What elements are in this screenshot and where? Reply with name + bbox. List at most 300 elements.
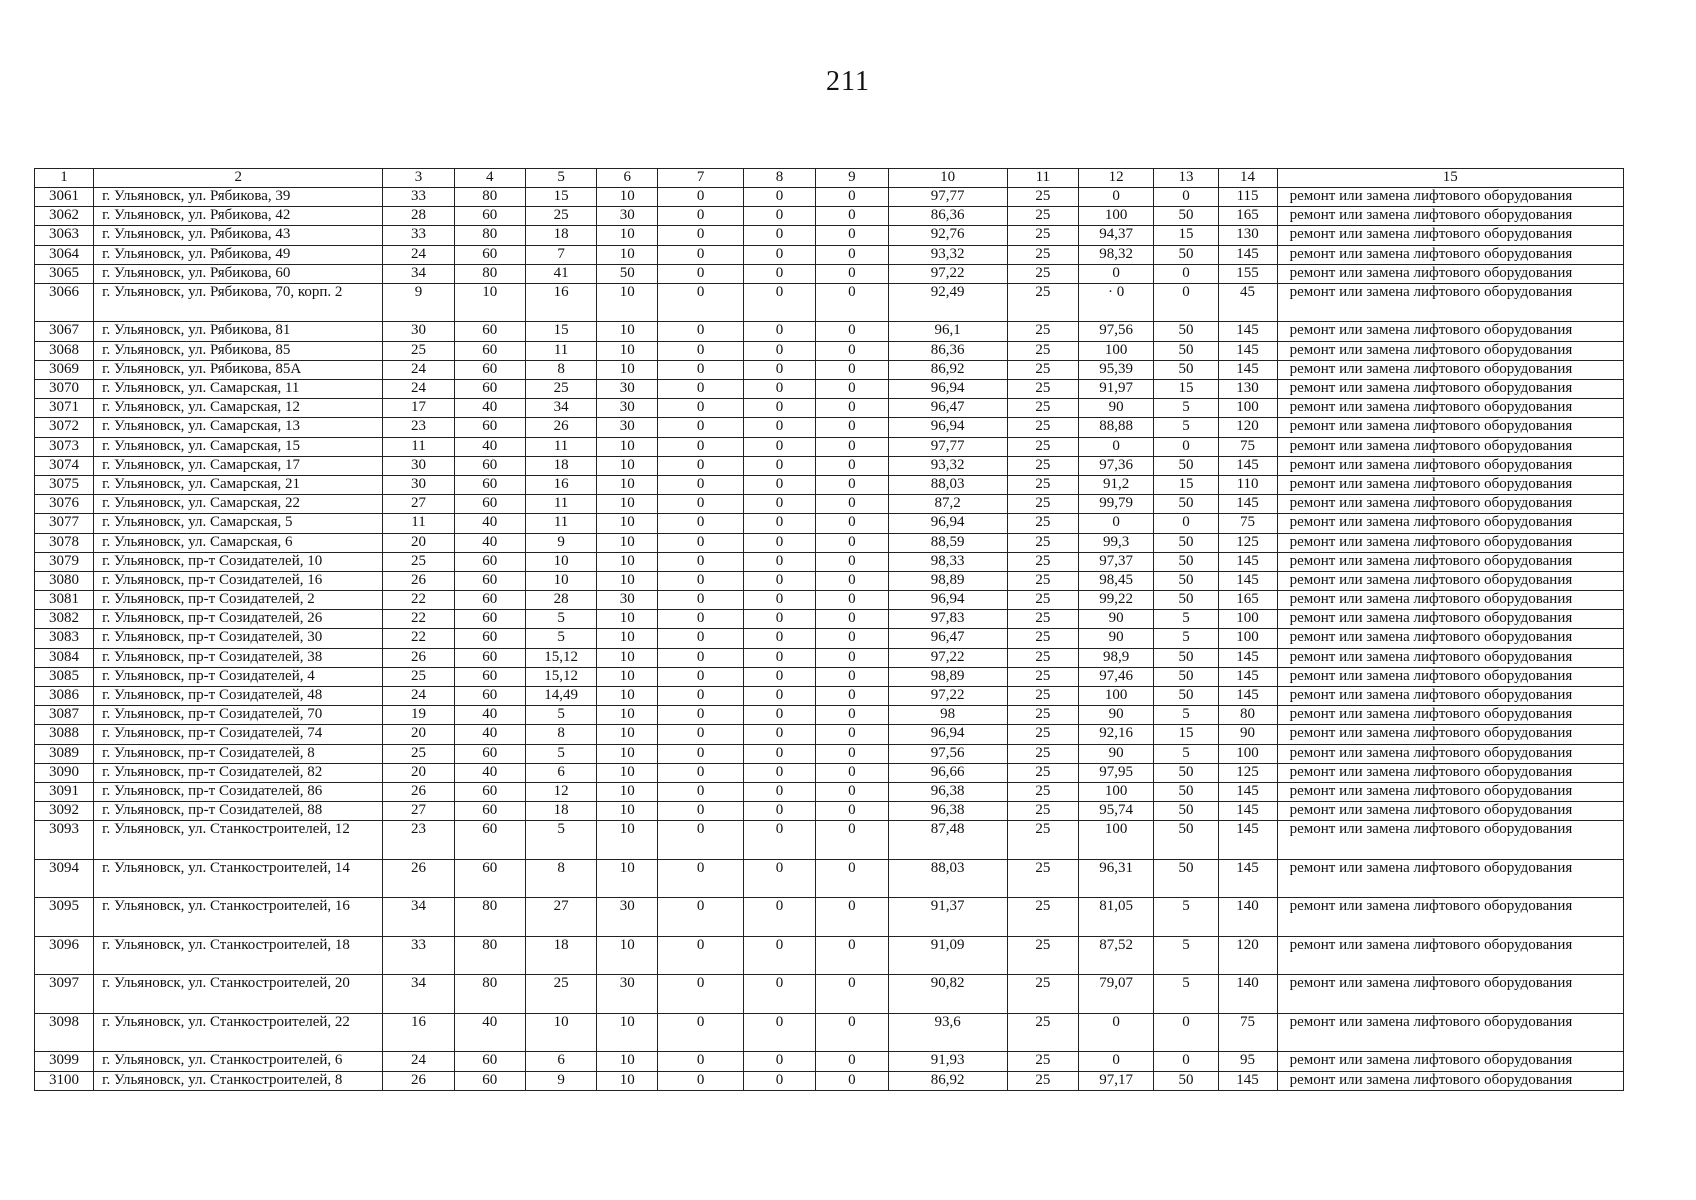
value-cell-col-9: 0 <box>816 648 888 667</box>
address-cell: г. Ульяновск, ул. Самарская, 12 <box>94 399 383 418</box>
value-cell-col-9: 0 <box>816 283 888 322</box>
address-cell: г. Ульяновск, ул. Рябикова, 42 <box>94 207 383 226</box>
value-cell-col-13: 0 <box>1154 437 1218 456</box>
value-cell-col-7: 0 <box>658 245 744 264</box>
table-row <box>35 533 1624 552</box>
row-number-cell: 3098 <box>35 1013 94 1052</box>
value-cell-col-11: 25 <box>1007 475 1078 494</box>
value-cell-col-4: 60 <box>454 552 525 571</box>
work-type-cell: ремонт или замена лифтового оборудования <box>1277 283 1623 322</box>
value-cell-col-5: 25 <box>525 207 596 226</box>
value-cell-col-7: 0 <box>658 1052 744 1071</box>
value-cell-col-14: 100 <box>1218 610 1277 629</box>
value-cell-col-11: 25 <box>1007 418 1078 437</box>
value-cell-col-14: 145 <box>1218 552 1277 571</box>
value-cell-col-11: 25 <box>1007 975 1078 1014</box>
value-cell-col-10: 96,38 <box>888 802 1007 821</box>
value-cell-col-12: 0 <box>1078 1013 1153 1052</box>
value-cell-col-8: 0 <box>743 571 815 590</box>
work-type-cell: ремонт или замена лифтового оборудования <box>1277 341 1623 360</box>
value-cell-col-5: 18 <box>525 802 596 821</box>
table-row <box>35 610 1624 629</box>
value-cell-col-11: 25 <box>1007 667 1078 686</box>
row-number-cell: 3089 <box>35 744 94 763</box>
value-cell-col-4: 60 <box>454 802 525 821</box>
value-cell-col-7: 0 <box>658 898 744 937</box>
value-cell-col-11: 25 <box>1007 898 1078 937</box>
value-cell-col-11: 25 <box>1007 207 1078 226</box>
column-header-6: 6 <box>597 169 658 188</box>
row-number-cell: 3069 <box>35 360 94 379</box>
address-cell: г. Ульяновск, пр-т Созидателей, 74 <box>94 725 383 744</box>
value-cell-col-12: 95,39 <box>1078 360 1153 379</box>
value-cell-col-12: 90 <box>1078 744 1153 763</box>
address-cell: г. Ульяновск, ул. Самарская, 11 <box>94 380 383 399</box>
value-cell-col-11: 25 <box>1007 706 1078 725</box>
row-number-cell: 3073 <box>35 437 94 456</box>
value-cell-col-8: 0 <box>743 744 815 763</box>
row-number-cell: 3081 <box>35 591 94 610</box>
value-cell-col-9: 0 <box>816 1071 888 1090</box>
value-cell-col-8: 0 <box>743 341 815 360</box>
row-number-cell: 3099 <box>35 1052 94 1071</box>
value-cell-col-10: 88,59 <box>888 533 1007 552</box>
value-cell-col-13: 50 <box>1154 456 1218 475</box>
value-cell-col-6: 30 <box>597 898 658 937</box>
address-cell: г. Ульяновск, пр-т Созидателей, 10 <box>94 552 383 571</box>
value-cell-col-14: 145 <box>1218 245 1277 264</box>
value-cell-col-8: 0 <box>743 1052 815 1071</box>
table-row <box>35 552 1624 571</box>
value-cell-col-6: 10 <box>597 226 658 245</box>
value-cell-col-4: 60 <box>454 380 525 399</box>
value-cell-col-8: 0 <box>743 975 815 1014</box>
value-cell-col-5: 8 <box>525 725 596 744</box>
value-cell-col-3: 20 <box>383 533 454 552</box>
value-cell-col-9: 0 <box>816 360 888 379</box>
table-row <box>35 571 1624 590</box>
value-cell-col-10: 98,89 <box>888 571 1007 590</box>
value-cell-col-8: 0 <box>743 188 815 207</box>
value-cell-col-11: 25 <box>1007 264 1078 283</box>
value-cell-col-14: 130 <box>1218 380 1277 399</box>
value-cell-col-8: 0 <box>743 1013 815 1052</box>
value-cell-col-13: 50 <box>1154 763 1218 782</box>
value-cell-col-6: 10 <box>597 552 658 571</box>
value-cell-col-10: 96,94 <box>888 380 1007 399</box>
column-header-3: 3 <box>383 169 454 188</box>
address-cell: г. Ульяновск, ул. Станкостроителей, 22 <box>94 1013 383 1052</box>
address-cell: г. Ульяновск, ул. Рябикова, 43 <box>94 226 383 245</box>
address-cell: г. Ульяновск, ул. Самарская, 6 <box>94 533 383 552</box>
value-cell-col-11: 25 <box>1007 1071 1078 1090</box>
value-cell-col-5: 14,49 <box>525 687 596 706</box>
value-cell-col-6: 30 <box>597 591 658 610</box>
value-cell-col-4: 60 <box>454 322 525 341</box>
address-cell: г. Ульяновск, ул. Самарская, 13 <box>94 418 383 437</box>
value-cell-col-12: 90 <box>1078 399 1153 418</box>
value-cell-col-5: 11 <box>525 341 596 360</box>
value-cell-col-7: 0 <box>658 456 744 475</box>
row-number-cell: 3092 <box>35 802 94 821</box>
value-cell-col-7: 0 <box>658 207 744 226</box>
row-number-cell: 3079 <box>35 552 94 571</box>
work-type-cell: ремонт или замена лифтового оборудования <box>1277 591 1623 610</box>
row-number-cell: 3086 <box>35 687 94 706</box>
value-cell-col-5: 16 <box>525 283 596 322</box>
value-cell-col-7: 0 <box>658 341 744 360</box>
value-cell-col-11: 25 <box>1007 763 1078 782</box>
value-cell-col-12: 98,32 <box>1078 245 1153 264</box>
value-cell-col-9: 0 <box>816 322 888 341</box>
value-cell-col-6: 10 <box>597 456 658 475</box>
value-cell-col-3: 24 <box>383 380 454 399</box>
table-row <box>35 821 1624 860</box>
value-cell-col-4: 60 <box>454 341 525 360</box>
value-cell-col-3: 26 <box>383 859 454 898</box>
row-number-cell: 3067 <box>35 322 94 341</box>
value-cell-col-8: 0 <box>743 226 815 245</box>
value-cell-col-5: 5 <box>525 744 596 763</box>
table-row <box>35 1013 1624 1052</box>
value-cell-col-7: 0 <box>658 591 744 610</box>
value-cell-col-3: 25 <box>383 667 454 686</box>
value-cell-col-7: 0 <box>658 571 744 590</box>
value-cell-col-8: 0 <box>743 360 815 379</box>
value-cell-col-5: 5 <box>525 821 596 860</box>
work-type-cell: ремонт или замена лифтового оборудования <box>1277 571 1623 590</box>
value-cell-col-14: 95 <box>1218 1052 1277 1071</box>
value-cell-col-9: 0 <box>816 706 888 725</box>
value-cell-col-4: 60 <box>454 610 525 629</box>
value-cell-col-13: 5 <box>1154 418 1218 437</box>
table-row <box>35 667 1624 686</box>
row-number-cell: 3077 <box>35 514 94 533</box>
value-cell-col-11: 25 <box>1007 437 1078 456</box>
work-type-cell: ремонт или замена лифтового оборудования <box>1277 475 1623 494</box>
column-header-2: 2 <box>94 169 383 188</box>
value-cell-col-13: 0 <box>1154 264 1218 283</box>
value-cell-col-5: 7 <box>525 245 596 264</box>
value-cell-col-10: 96,94 <box>888 725 1007 744</box>
value-cell-col-6: 30 <box>597 380 658 399</box>
value-cell-col-9: 0 <box>816 763 888 782</box>
value-cell-col-4: 10 <box>454 283 525 322</box>
value-cell-col-3: 20 <box>383 725 454 744</box>
value-cell-col-6: 10 <box>597 360 658 379</box>
row-number-cell: 3087 <box>35 706 94 725</box>
value-cell-col-6: 10 <box>597 283 658 322</box>
work-type-cell: ремонт или замена лифтового оборудования <box>1277 629 1623 648</box>
value-cell-col-14: 100 <box>1218 629 1277 648</box>
value-cell-col-8: 0 <box>743 533 815 552</box>
value-cell-col-3: 25 <box>383 744 454 763</box>
value-cell-col-8: 0 <box>743 495 815 514</box>
value-cell-col-12: 97,46 <box>1078 667 1153 686</box>
value-cell-col-9: 0 <box>816 533 888 552</box>
value-cell-col-13: 50 <box>1154 648 1218 667</box>
value-cell-col-10: 93,6 <box>888 1013 1007 1052</box>
value-cell-col-10: 98,89 <box>888 667 1007 686</box>
row-number-cell: 3084 <box>35 648 94 667</box>
value-cell-col-6: 10 <box>597 648 658 667</box>
table-row <box>35 1052 1624 1071</box>
value-cell-col-13: 5 <box>1154 706 1218 725</box>
value-cell-col-13: 50 <box>1154 245 1218 264</box>
value-cell-col-13: 5 <box>1154 399 1218 418</box>
column-header-11: 11 <box>1007 169 1078 188</box>
address-cell: г. Ульяновск, ул. Станкостроителей, 20 <box>94 975 383 1014</box>
value-cell-col-10: 97,77 <box>888 437 1007 456</box>
value-cell-col-14: 115 <box>1218 188 1277 207</box>
value-cell-col-12: 98,9 <box>1078 648 1153 667</box>
table-row <box>35 629 1624 648</box>
address-cell: г. Ульяновск, ул. Станкостроителей, 18 <box>94 936 383 975</box>
value-cell-col-11: 25 <box>1007 399 1078 418</box>
value-cell-col-4: 60 <box>454 687 525 706</box>
work-type-cell: ремонт или замена лифтового оборудования <box>1277 1052 1623 1071</box>
value-cell-col-12: 91,97 <box>1078 380 1153 399</box>
work-type-cell: ремонт или замена лифтового оборудования <box>1277 418 1623 437</box>
value-cell-col-13: 0 <box>1154 283 1218 322</box>
address-cell: г. Ульяновск, ул. Станкостроителей, 16 <box>94 898 383 937</box>
value-cell-col-13: 50 <box>1154 802 1218 821</box>
value-cell-col-5: 41 <box>525 264 596 283</box>
value-cell-col-3: 26 <box>383 648 454 667</box>
table-row <box>35 360 1624 379</box>
value-cell-col-6: 10 <box>597 533 658 552</box>
table-row <box>35 975 1624 1014</box>
value-cell-col-14: 145 <box>1218 648 1277 667</box>
value-cell-col-4: 40 <box>454 706 525 725</box>
value-cell-col-14: 145 <box>1218 687 1277 706</box>
value-cell-col-11: 25 <box>1007 514 1078 533</box>
address-cell: г. Ульяновск, пр-т Созидателей, 86 <box>94 782 383 801</box>
value-cell-col-12: 0 <box>1078 188 1153 207</box>
value-cell-col-12: 0 <box>1078 264 1153 283</box>
column-header-7: 7 <box>658 169 744 188</box>
value-cell-col-12: 0 <box>1078 437 1153 456</box>
column-header-13: 13 <box>1154 169 1218 188</box>
value-cell-col-8: 0 <box>743 283 815 322</box>
value-cell-col-4: 60 <box>454 629 525 648</box>
value-cell-col-3: 26 <box>383 571 454 590</box>
column-header-15: 15 <box>1277 169 1623 188</box>
value-cell-col-10: 96,38 <box>888 782 1007 801</box>
value-cell-col-11: 25 <box>1007 744 1078 763</box>
value-cell-col-11: 25 <box>1007 591 1078 610</box>
value-cell-col-4: 60 <box>454 648 525 667</box>
value-cell-col-9: 0 <box>816 495 888 514</box>
value-cell-col-7: 0 <box>658 360 744 379</box>
value-cell-col-11: 25 <box>1007 380 1078 399</box>
table-row <box>35 399 1624 418</box>
value-cell-col-9: 0 <box>816 226 888 245</box>
row-number-cell: 3090 <box>35 763 94 782</box>
column-header-4: 4 <box>454 169 525 188</box>
table-row <box>35 207 1624 226</box>
value-cell-col-6: 10 <box>597 859 658 898</box>
value-cell-col-3: 20 <box>383 763 454 782</box>
value-cell-col-14: 100 <box>1218 399 1277 418</box>
value-cell-col-14: 140 <box>1218 975 1277 1014</box>
value-cell-col-13: 50 <box>1154 322 1218 341</box>
value-cell-col-4: 60 <box>454 782 525 801</box>
value-cell-col-14: 80 <box>1218 706 1277 725</box>
value-cell-col-9: 0 <box>816 936 888 975</box>
value-cell-col-3: 22 <box>383 591 454 610</box>
value-cell-col-4: 80 <box>454 188 525 207</box>
value-cell-col-10: 92,76 <box>888 226 1007 245</box>
value-cell-col-13: 50 <box>1154 782 1218 801</box>
value-cell-col-12: 97,37 <box>1078 552 1153 571</box>
value-cell-col-11: 25 <box>1007 610 1078 629</box>
value-cell-col-14: 145 <box>1218 1071 1277 1090</box>
row-number-cell: 3070 <box>35 380 94 399</box>
value-cell-col-6: 10 <box>597 514 658 533</box>
value-cell-col-4: 60 <box>454 591 525 610</box>
value-cell-col-14: 75 <box>1218 1013 1277 1052</box>
value-cell-col-5: 5 <box>525 629 596 648</box>
value-cell-col-7: 0 <box>658 821 744 860</box>
value-cell-col-12: 99,79 <box>1078 495 1153 514</box>
work-type-cell: ремонт или замена лифтового оборудования <box>1277 725 1623 744</box>
value-cell-col-3: 34 <box>383 264 454 283</box>
value-cell-col-9: 0 <box>816 1013 888 1052</box>
value-cell-col-10: 90,82 <box>888 975 1007 1014</box>
value-cell-col-13: 15 <box>1154 226 1218 245</box>
value-cell-col-7: 0 <box>658 859 744 898</box>
table-row <box>35 744 1624 763</box>
value-cell-col-13: 0 <box>1154 1052 1218 1071</box>
value-cell-col-6: 10 <box>597 687 658 706</box>
value-cell-col-9: 0 <box>816 802 888 821</box>
value-cell-col-13: 5 <box>1154 744 1218 763</box>
value-cell-col-12: 100 <box>1078 782 1153 801</box>
value-cell-col-3: 11 <box>383 437 454 456</box>
value-cell-col-6: 10 <box>597 744 658 763</box>
value-cell-col-3: 25 <box>383 341 454 360</box>
value-cell-col-5: 8 <box>525 859 596 898</box>
value-cell-col-3: 27 <box>383 495 454 514</box>
value-cell-col-12: 88,88 <box>1078 418 1153 437</box>
value-cell-col-5: 27 <box>525 898 596 937</box>
value-cell-col-4: 60 <box>454 571 525 590</box>
value-cell-col-11: 25 <box>1007 821 1078 860</box>
value-cell-col-14: 145 <box>1218 802 1277 821</box>
value-cell-col-3: 30 <box>383 456 454 475</box>
address-cell: г. Ульяновск, ул. Самарская, 17 <box>94 456 383 475</box>
row-number-cell: 3064 <box>35 245 94 264</box>
value-cell-col-8: 0 <box>743 380 815 399</box>
value-cell-col-5: 16 <box>525 475 596 494</box>
value-cell-col-4: 60 <box>454 1071 525 1090</box>
work-type-cell: ремонт или замена лифтового оборудования <box>1277 648 1623 667</box>
address-cell: г. Ульяновск, ул. Самарская, 21 <box>94 475 383 494</box>
value-cell-col-4: 60 <box>454 360 525 379</box>
value-cell-col-7: 0 <box>658 802 744 821</box>
value-cell-col-9: 0 <box>816 744 888 763</box>
value-cell-col-14: 145 <box>1218 859 1277 898</box>
value-cell-col-14: 145 <box>1218 456 1277 475</box>
work-type-cell: ремонт или замена лифтового оборудования <box>1277 802 1623 821</box>
table-row <box>35 687 1624 706</box>
value-cell-col-4: 60 <box>454 418 525 437</box>
value-cell-col-14: 145 <box>1218 341 1277 360</box>
work-type-cell: ремонт или замена лифтового оборудования <box>1277 207 1623 226</box>
value-cell-col-11: 25 <box>1007 1052 1078 1071</box>
value-cell-col-13: 50 <box>1154 1071 1218 1090</box>
work-type-cell: ремонт или замена лифтового оборудования <box>1277 437 1623 456</box>
value-cell-col-10: 86,36 <box>888 341 1007 360</box>
value-cell-col-7: 0 <box>658 725 744 744</box>
value-cell-col-11: 25 <box>1007 802 1078 821</box>
value-cell-col-8: 0 <box>743 706 815 725</box>
value-cell-col-10: 96,47 <box>888 399 1007 418</box>
value-cell-col-6: 10 <box>597 629 658 648</box>
value-cell-col-8: 0 <box>743 475 815 494</box>
value-cell-col-4: 60 <box>454 859 525 898</box>
value-cell-col-4: 40 <box>454 1013 525 1052</box>
value-cell-col-8: 0 <box>743 782 815 801</box>
value-cell-col-14: 165 <box>1218 207 1277 226</box>
value-cell-col-8: 0 <box>743 591 815 610</box>
value-cell-col-4: 80 <box>454 898 525 937</box>
row-number-cell: 3074 <box>35 456 94 475</box>
value-cell-col-13: 15 <box>1154 725 1218 744</box>
value-cell-col-12: 97,36 <box>1078 456 1153 475</box>
value-cell-col-12: 91,2 <box>1078 475 1153 494</box>
value-cell-col-5: 10 <box>525 1013 596 1052</box>
page-number: 211 <box>826 66 870 97</box>
value-cell-col-3: 33 <box>383 226 454 245</box>
value-cell-col-6: 10 <box>597 610 658 629</box>
value-cell-col-8: 0 <box>743 859 815 898</box>
value-cell-col-12: 99,22 <box>1078 591 1153 610</box>
value-cell-col-4: 60 <box>454 456 525 475</box>
work-type-cell: ремонт или замена лифтового оборудования <box>1277 763 1623 782</box>
value-cell-col-7: 0 <box>658 667 744 686</box>
value-cell-col-6: 30 <box>597 207 658 226</box>
value-cell-col-10: 98,33 <box>888 552 1007 571</box>
column-header-5: 5 <box>525 169 596 188</box>
value-cell-col-5: 11 <box>525 514 596 533</box>
value-cell-col-3: 27 <box>383 802 454 821</box>
value-cell-col-7: 0 <box>658 514 744 533</box>
value-cell-col-12: 0 <box>1078 1052 1153 1071</box>
value-cell-col-8: 0 <box>743 629 815 648</box>
work-type-cell: ремонт или замена лифтового оборудования <box>1277 245 1623 264</box>
table-row <box>35 437 1624 456</box>
value-cell-col-8: 0 <box>743 898 815 937</box>
value-cell-col-6: 10 <box>597 495 658 514</box>
address-cell: г. Ульяновск, пр-т Созидателей, 16 <box>94 571 383 590</box>
value-cell-col-13: 5 <box>1154 975 1218 1014</box>
value-cell-col-8: 0 <box>743 207 815 226</box>
value-cell-col-12: 94,37 <box>1078 226 1153 245</box>
value-cell-col-8: 0 <box>743 264 815 283</box>
value-cell-col-8: 0 <box>743 514 815 533</box>
value-cell-col-14: 145 <box>1218 667 1277 686</box>
value-cell-col-7: 0 <box>658 533 744 552</box>
value-cell-col-6: 10 <box>597 188 658 207</box>
value-cell-col-9: 0 <box>816 188 888 207</box>
value-cell-col-5: 10 <box>525 552 596 571</box>
table-row <box>35 380 1624 399</box>
value-cell-col-8: 0 <box>743 1071 815 1090</box>
row-number-cell: 3100 <box>35 1071 94 1090</box>
address-cell: г. Ульяновск, пр-т Созидателей, 4 <box>94 667 383 686</box>
